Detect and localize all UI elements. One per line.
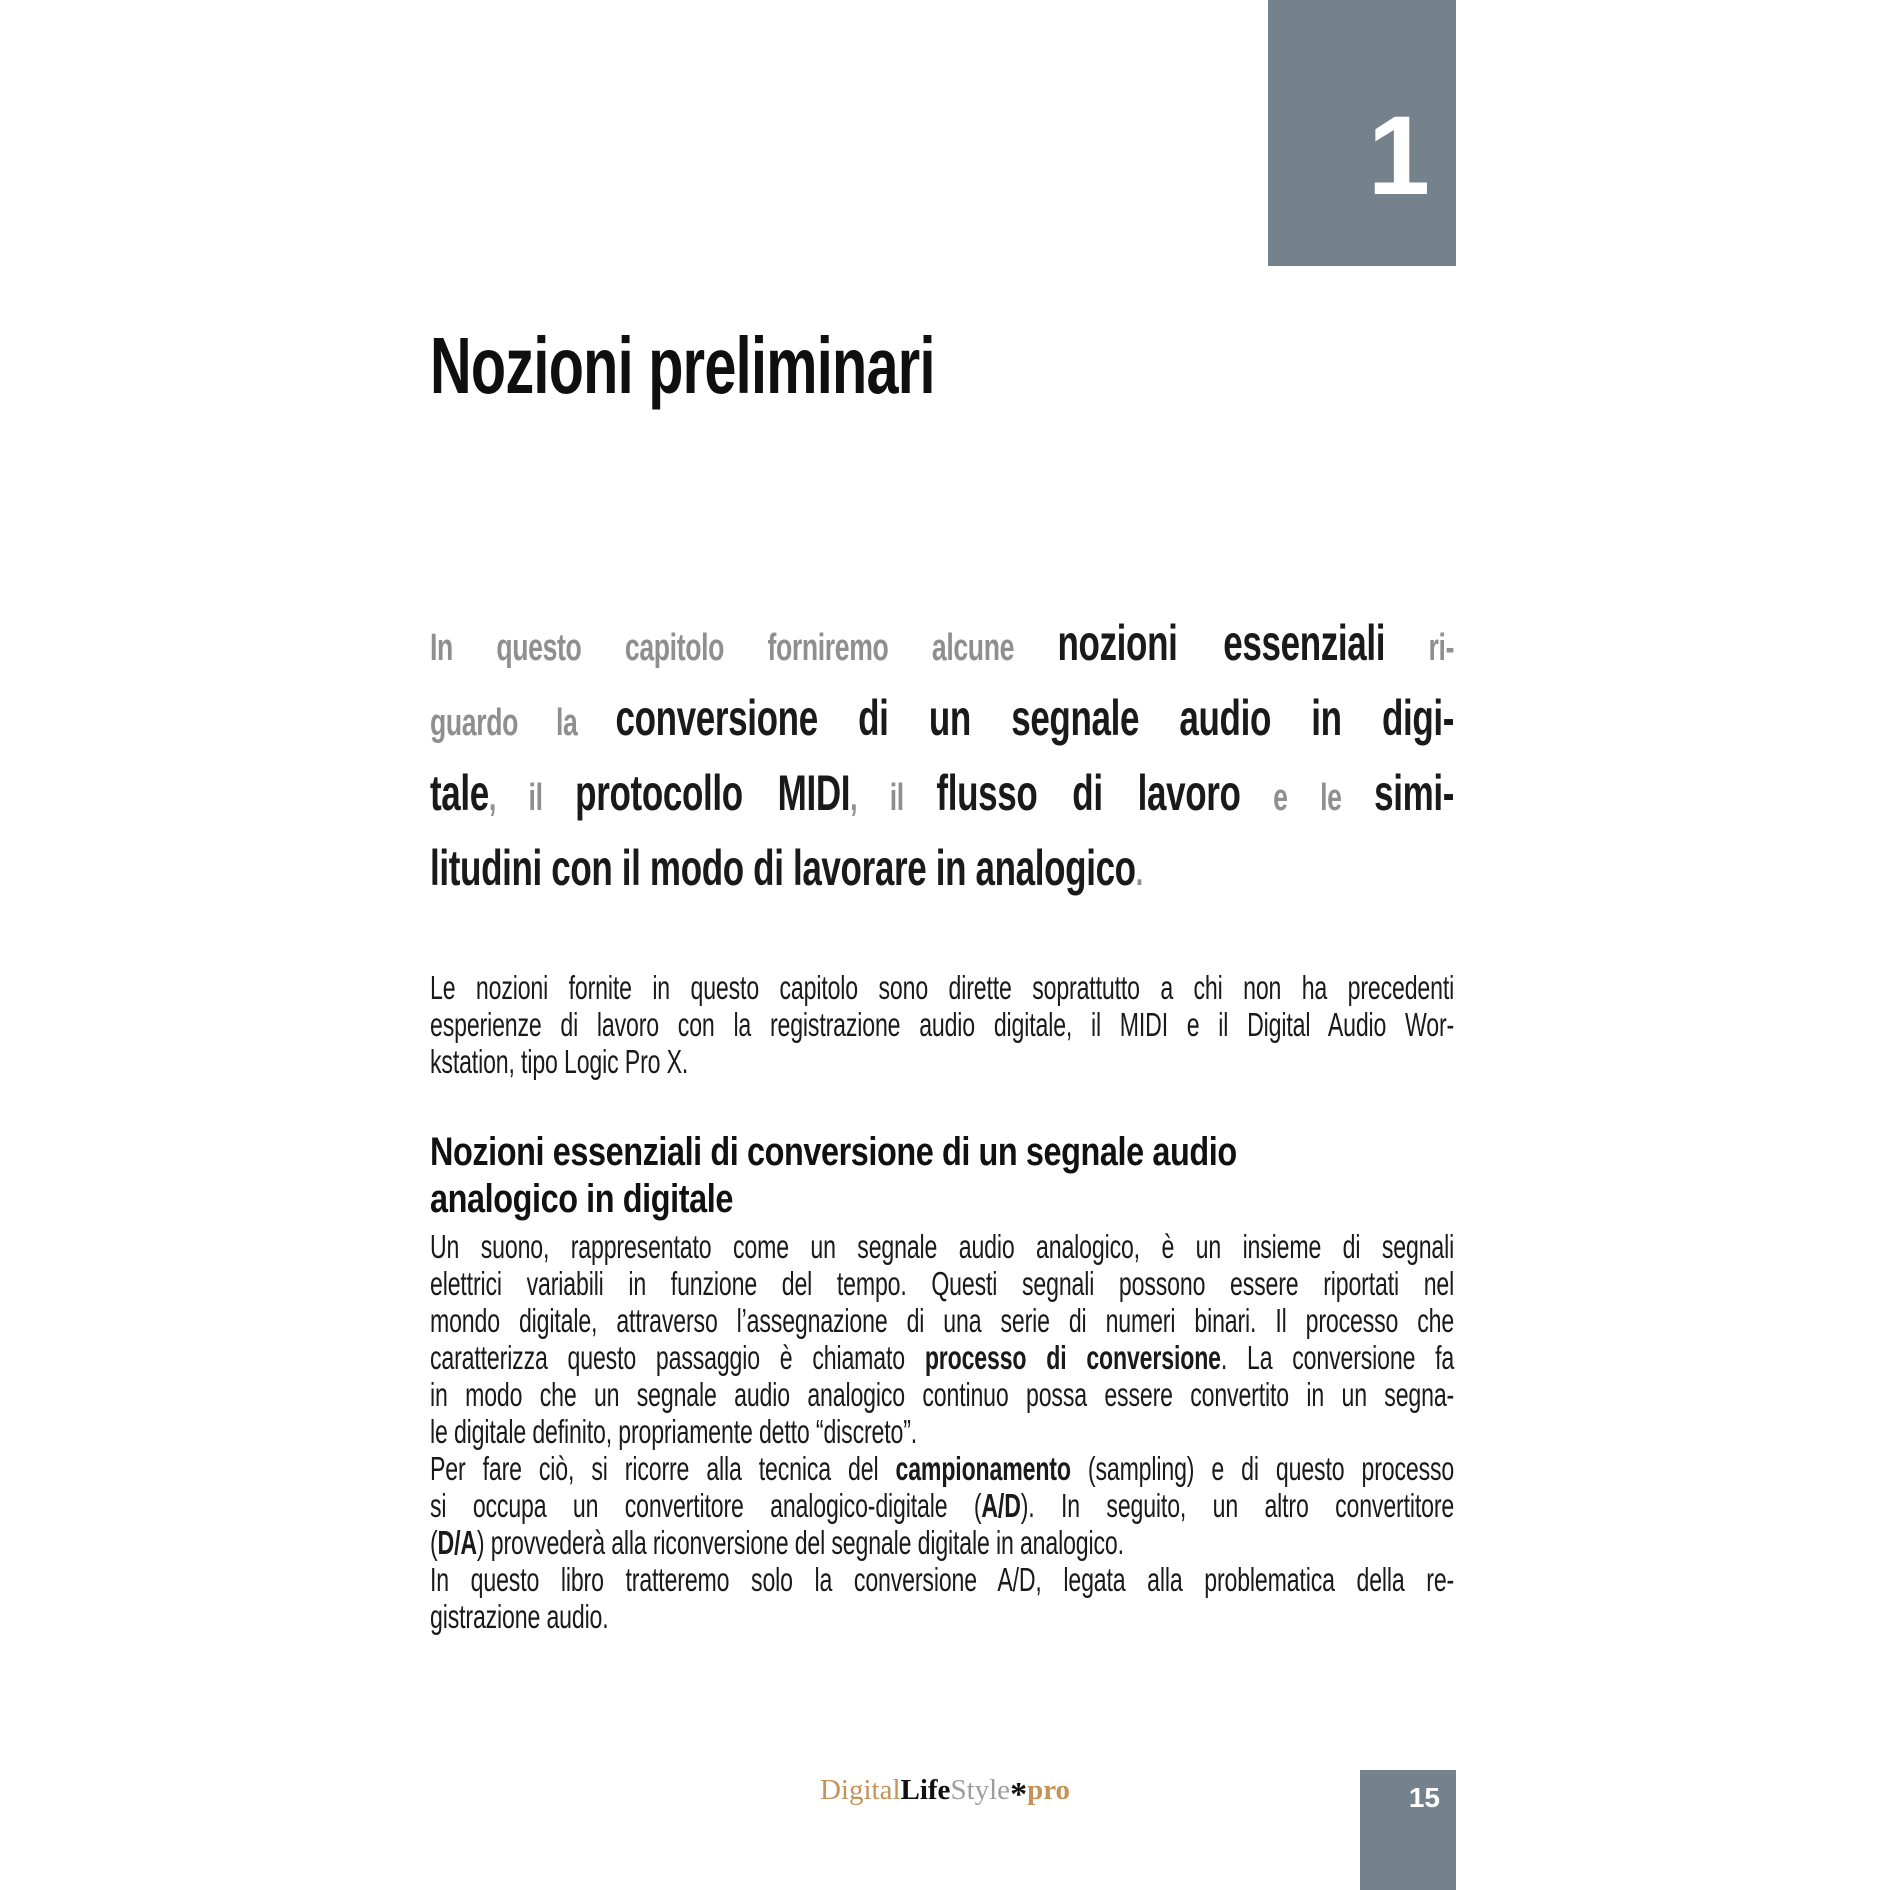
text-line [430,612,1454,687]
text-segment: tale [430,765,489,821]
text-segment: guardo la [430,702,616,744]
intro-paragraph [430,612,1454,912]
text-segment: A/D [981,1487,1021,1524]
text-segment: e le [1240,777,1375,819]
text-line [430,1487,1454,1524]
text-segment: flusso di lavoro [936,765,1241,821]
text-segment: , il [850,777,937,819]
text-segment: si occupa un convertitore analogico-digitale ( [430,1487,982,1524]
body-text [430,1228,1454,1635]
text-segment: In questo capitolo forniremo alcune [430,627,1058,669]
lead-paragraph [430,969,1454,1080]
chapter-number: 1 [1367,93,1430,218]
text-segment: caratterizza questo passaggio è chiamato [430,1339,925,1376]
text-segment: elettrici variabili in funzione del tempo. Questi segnali possono essere riportati nel [430,1265,1455,1302]
text-line [430,1376,1454,1413]
text-segment: Style [950,1774,1011,1806]
section-heading [430,1129,1454,1223]
text-segment: ( [430,1524,438,1561]
text-line [430,1043,1454,1080]
text-line [430,1228,1454,1265]
text-segment: ri- [1385,627,1455,669]
text-segment: le digitale definito, propriamente detto “discreto”. [430,1413,918,1450]
footer-logo [0,1772,1890,1813]
text-line [430,1265,1454,1302]
text-segment: ). In seguito, un altro convertitore [1020,1487,1455,1524]
text-segment: * [1010,1776,1028,1813]
page-title: Nozioni preliminari [430,321,935,410]
text-line [430,1339,1454,1376]
text-segment: campionamento [895,1450,1071,1487]
text-segment: protocollo MIDI [575,765,851,821]
text-line [430,1129,1454,1176]
text-segment: , il [488,777,576,819]
text-segment: (sampling) e di questo processo [1070,1450,1455,1487]
text-segment: mondo digitale, attraverso l’assegnazione di una serie di numeri binari. Il processo che [430,1302,1455,1339]
text-segment: kstation, tipo Logic Pro X. [430,1043,689,1080]
text-line [430,837,1454,912]
text-line [430,1524,1454,1561]
text-segment: analogico in digitale [430,1177,733,1221]
text-line [0,1772,1890,1813]
text-segment: processo di conversione [924,1339,1221,1376]
text-line [430,1302,1454,1339]
text-segment: Per fare ciò, si ricorre alla tecnica del [430,1450,896,1487]
text-segment: simi- [1374,765,1455,821]
page-number-box [1360,1770,1456,1890]
chapter-number-box [1268,0,1456,266]
text-segment: esperienze di lavoro con la registrazione audio digitale, il MIDI e il Digital Audio Wor- [430,1006,1455,1043]
text-segment: litudini con il modo di lavorare in analogico [430,840,1136,896]
text-segment: Le nozioni fornite in questo capitolo sono dirette soprattutto a chi non ha precedenti [430,969,1455,1006]
page-number: 15 [1408,1782,1440,1813]
text-segment: In questo libro tratteremo solo la conversione A/D, legata alla problematica della re- [430,1561,1455,1598]
text-segment: nozioni essenziali [1057,615,1386,671]
text-segment: pro [1027,1774,1071,1806]
text-line [430,1413,1454,1450]
text-line [430,1598,1454,1635]
text-segment: gistrazione audio. [430,1598,609,1635]
text-line [430,762,1454,837]
text-segment: Nozioni essenziali di conversione di un segnale audio [430,1130,1237,1174]
text-segment: . [1135,852,1143,894]
text-segment: Un suono, rappresentato come un segnale audio analogico, è un insieme di segnali [430,1228,1455,1265]
text-line [430,1450,1454,1487]
text-line [430,1176,1454,1223]
text-line [430,1561,1454,1598]
text-segment: Digital [819,1774,901,1806]
text-segment: Life [900,1774,951,1806]
text-segment: in modo che un segnale audio analogico continuo possa essere convertito in un segna- [430,1376,1455,1413]
text-line [430,687,1454,762]
text-segment: conversione di un segnale audio in digi- [615,690,1455,746]
text-segment: . La conversione fa [1220,1339,1455,1376]
text-line [430,1006,1454,1043]
text-line [430,969,1454,1006]
text-segment: D/A [437,1524,477,1561]
text-segment: ) provvederà alla riconversione del segnale digitale in analogico. [476,1524,1124,1561]
